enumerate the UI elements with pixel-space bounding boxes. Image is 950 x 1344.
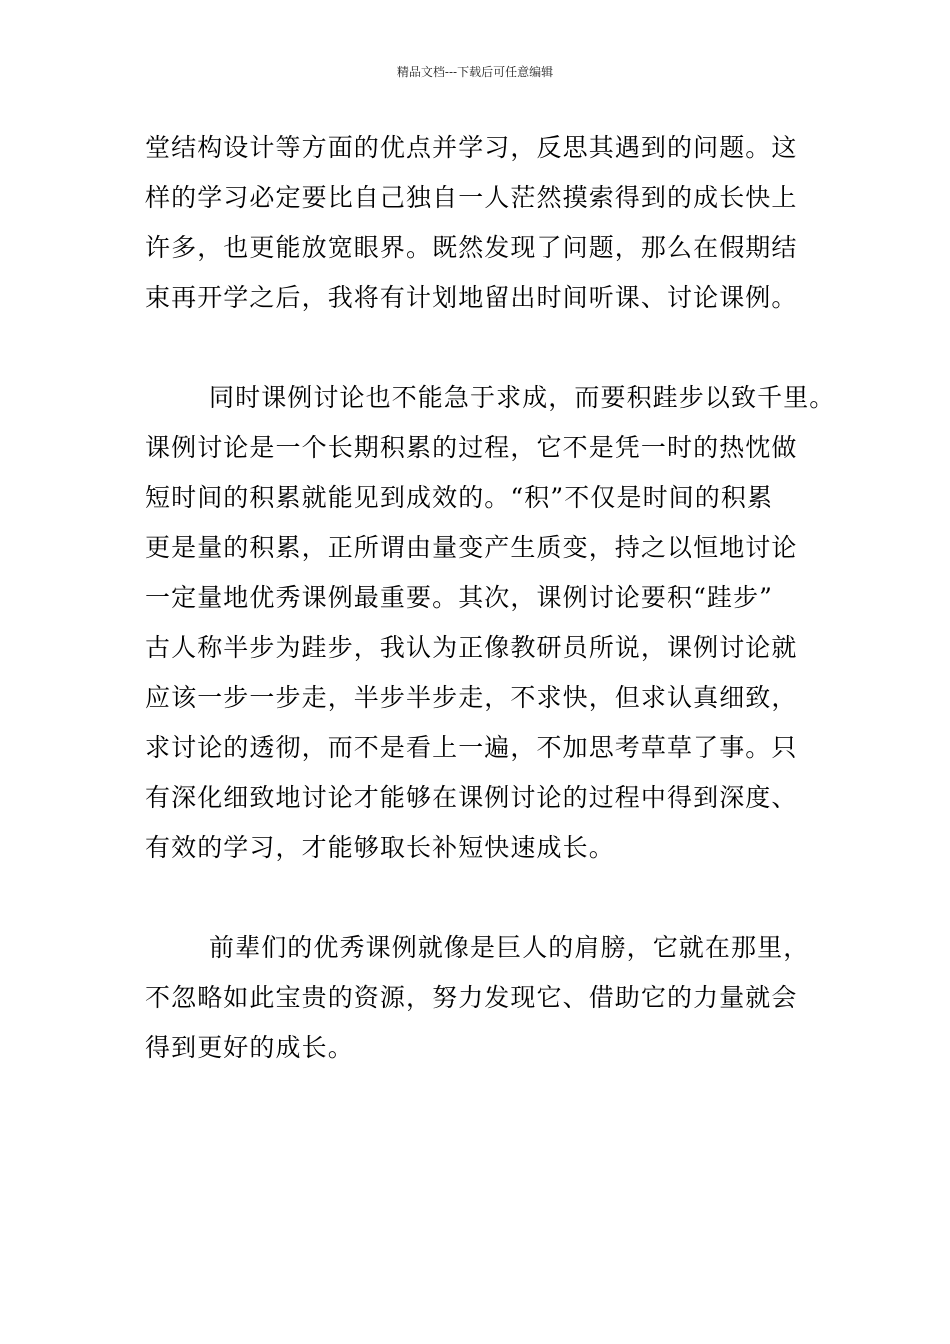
- text-line: 同时课例讨论也不能急于求成，而要积跬步以致千里。: [209, 383, 836, 412]
- text-line: 前辈们的优秀课例就像是巨人的肩膀，它就在那里，: [209, 933, 810, 962]
- text-line: 堂结构设计等方面的优点并学习，反思其遇到的问题。这: [145, 133, 798, 162]
- text-line: 一定量地优秀课例最重要。其次，课例讨论要积“跬步”: [145, 583, 774, 612]
- page-header: 精品文档---下载后可任意编辑: [396, 65, 554, 79]
- text-line: 不忽略如此宝贵的资源，努力发现它、借助它的力量就会: [145, 983, 798, 1012]
- text-line: 求讨论的透彻，而不是看上一遍，不加思考草草了事。只: [145, 733, 798, 762]
- text-line: 样的学习必定要比自己独自一人茫然摸索得到的成长快上: [145, 183, 798, 212]
- text-line: 束再开学之后，我将有计划地留出时间听课、讨论课例。: [145, 283, 798, 312]
- text-line: 有效的学习，才能够取长补短快速成长。: [145, 833, 615, 862]
- text-line: 应该一步一步走，半步半步走，不求快，但求认真细致，: [145, 683, 798, 712]
- text-line: 课例讨论是一个长期积累的过程，它不是凭一时的热忱做: [145, 433, 798, 462]
- text-line: 有深化细致地讨论才能够在课例讨论的过程中得到深度、: [145, 783, 798, 812]
- text-line: 更是量的积累，正所谓由量变产生质变，持之以恒地讨论: [145, 533, 798, 562]
- text-line: 得到更好的成长。: [145, 1033, 354, 1062]
- text-line: 许多，也更能放宽眼界。既然发现了问题，那么在假期结: [145, 233, 798, 262]
- text-line: 古人称半步为跬步，我认为正像教研员所说，课例讨论就: [145, 633, 798, 662]
- text-line: 短时间的积累就能见到成效的。“积”不仅是时间的积累: [145, 483, 774, 512]
